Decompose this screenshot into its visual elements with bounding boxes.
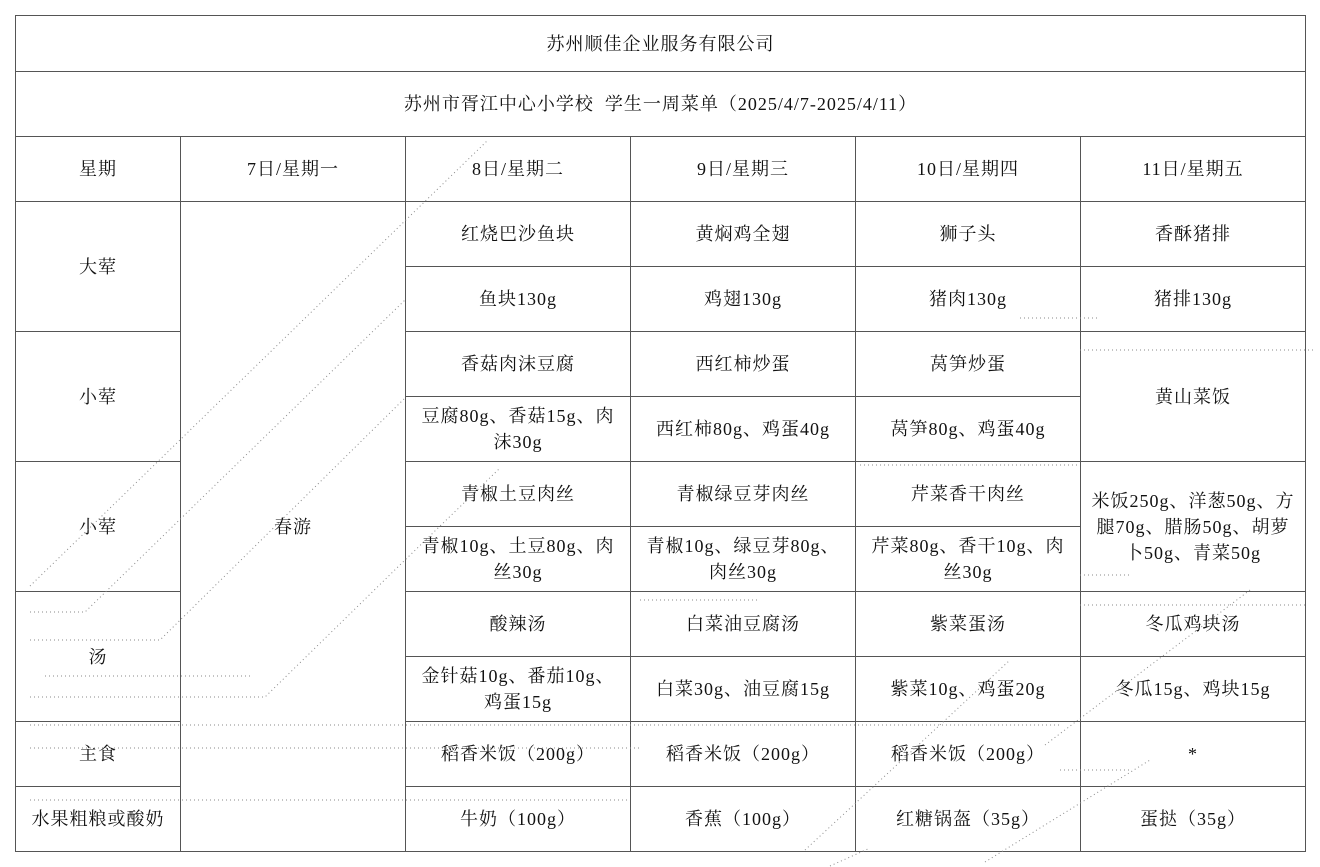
header-weekday-label: 星期 [16,137,181,202]
da-hun-amount-thu: 猪肉130g [856,267,1081,332]
category-fruit: 水果粗粮或酸奶 [16,787,181,852]
da-hun-dish-fri: 香酥猪排 [1081,202,1306,267]
monday-note: 春游 [181,202,406,852]
tang-amount-tue: 金针菇10g、番茄10g、鸡蛋15g [406,657,631,722]
tang-dish-thu: 紫菜蛋汤 [856,592,1081,657]
weekly-menu-table [15,15,1306,852]
xiao-hun-2-amount-thu: 芹菜80g、香干10g、肉丝30g [856,527,1081,592]
menu-title: 苏州市胥江中心小学校 学生一周菜单（2025/4/7-2025/4/11） [16,72,1306,137]
category-tang: 汤 [16,592,181,722]
tang-amount-thu: 紫菜10g、鸡蛋20g [856,657,1081,722]
friday-combo-ingredients: 米饭250g、洋葱50g、方腿70g、腊肠50g、胡萝卜50g、青菜50g [1081,462,1306,592]
xiao-hun-2-dish-tue: 青椒土豆肉丝 [406,462,631,527]
xiao-hun-2-dish-wed: 青椒绿豆芽肉丝 [631,462,856,527]
xiao-hun-1-dish-tue: 香菇肉沫豆腐 [406,332,631,397]
header-day-mon: 7日/星期一 [181,137,406,202]
tang-amount-wed: 白菜30g、油豆腐15g [631,657,856,722]
xiao-hun-1-dish-wed: 西红柿炒蛋 [631,332,856,397]
category-da-hun: 大荤 [16,202,181,332]
zhushi-wed: 稻香米饭（200g） [631,722,856,787]
da-hun-amount-wed: 鸡翅130g [631,267,856,332]
tang-dish-tue: 酸辣汤 [406,592,631,657]
tang-amount-fri: 冬瓜15g、鸡块15g [1081,657,1306,722]
xiao-hun-1-amount-thu: 莴笋80g、鸡蛋40g [856,397,1081,462]
friday-combo-dish: 黄山菜饭 [1081,332,1306,462]
da-hun-dish-wed: 黄焖鸡全翅 [631,202,856,267]
company-name: 苏州顺佳企业服务有限公司 [16,16,1306,72]
da-hun-dish-tue: 红烧巴沙鱼块 [406,202,631,267]
xiao-hun-2-dish-thu: 芹菜香干肉丝 [856,462,1081,527]
xiao-hun-1-dish-thu: 莴笋炒蛋 [856,332,1081,397]
header-day-tue: 8日/星期二 [406,137,631,202]
zhushi-tue: 稻香米饭（200g） [406,722,631,787]
da-hun-amount-fri: 猪排130g [1081,267,1306,332]
header-day-wed: 9日/星期三 [631,137,856,202]
category-xiao-hun-1: 小荤 [16,332,181,462]
tang-dish-wed: 白菜油豆腐汤 [631,592,856,657]
fruit-thu: 红糖锅盔（35g） [856,787,1081,852]
tang-dish-fri: 冬瓜鸡块汤 [1081,592,1306,657]
header-row [16,137,1306,202]
table-row [16,202,1306,267]
header-day-fri: 11日/星期五 [1081,137,1306,202]
xiao-hun-2-amount-tue: 青椒10g、土豆80g、肉丝30g [406,527,631,592]
category-xiao-hun-2: 小荤 [16,462,181,592]
xiao-hun-1-amount-wed: 西红柿80g、鸡蛋40g [631,397,856,462]
zhushi-fri: * [1081,722,1306,787]
fruit-tue: 牛奶（100g） [406,787,631,852]
zhushi-thu: 稻香米饭（200g） [856,722,1081,787]
fruit-wed: 香蕉（100g） [631,787,856,852]
da-hun-amount-tue: 鱼块130g [406,267,631,332]
xiao-hun-2-amount-wed: 青椒10g、绿豆芽80g、肉丝30g [631,527,856,592]
category-zhushi: 主食 [16,722,181,787]
xiao-hun-1-amount-tue: 豆腐80g、香菇15g、肉沫30g [406,397,631,462]
da-hun-dish-thu: 狮子头 [856,202,1081,267]
header-day-thu: 10日/星期四 [856,137,1081,202]
fruit-fri: 蛋挞（35g） [1081,787,1306,852]
